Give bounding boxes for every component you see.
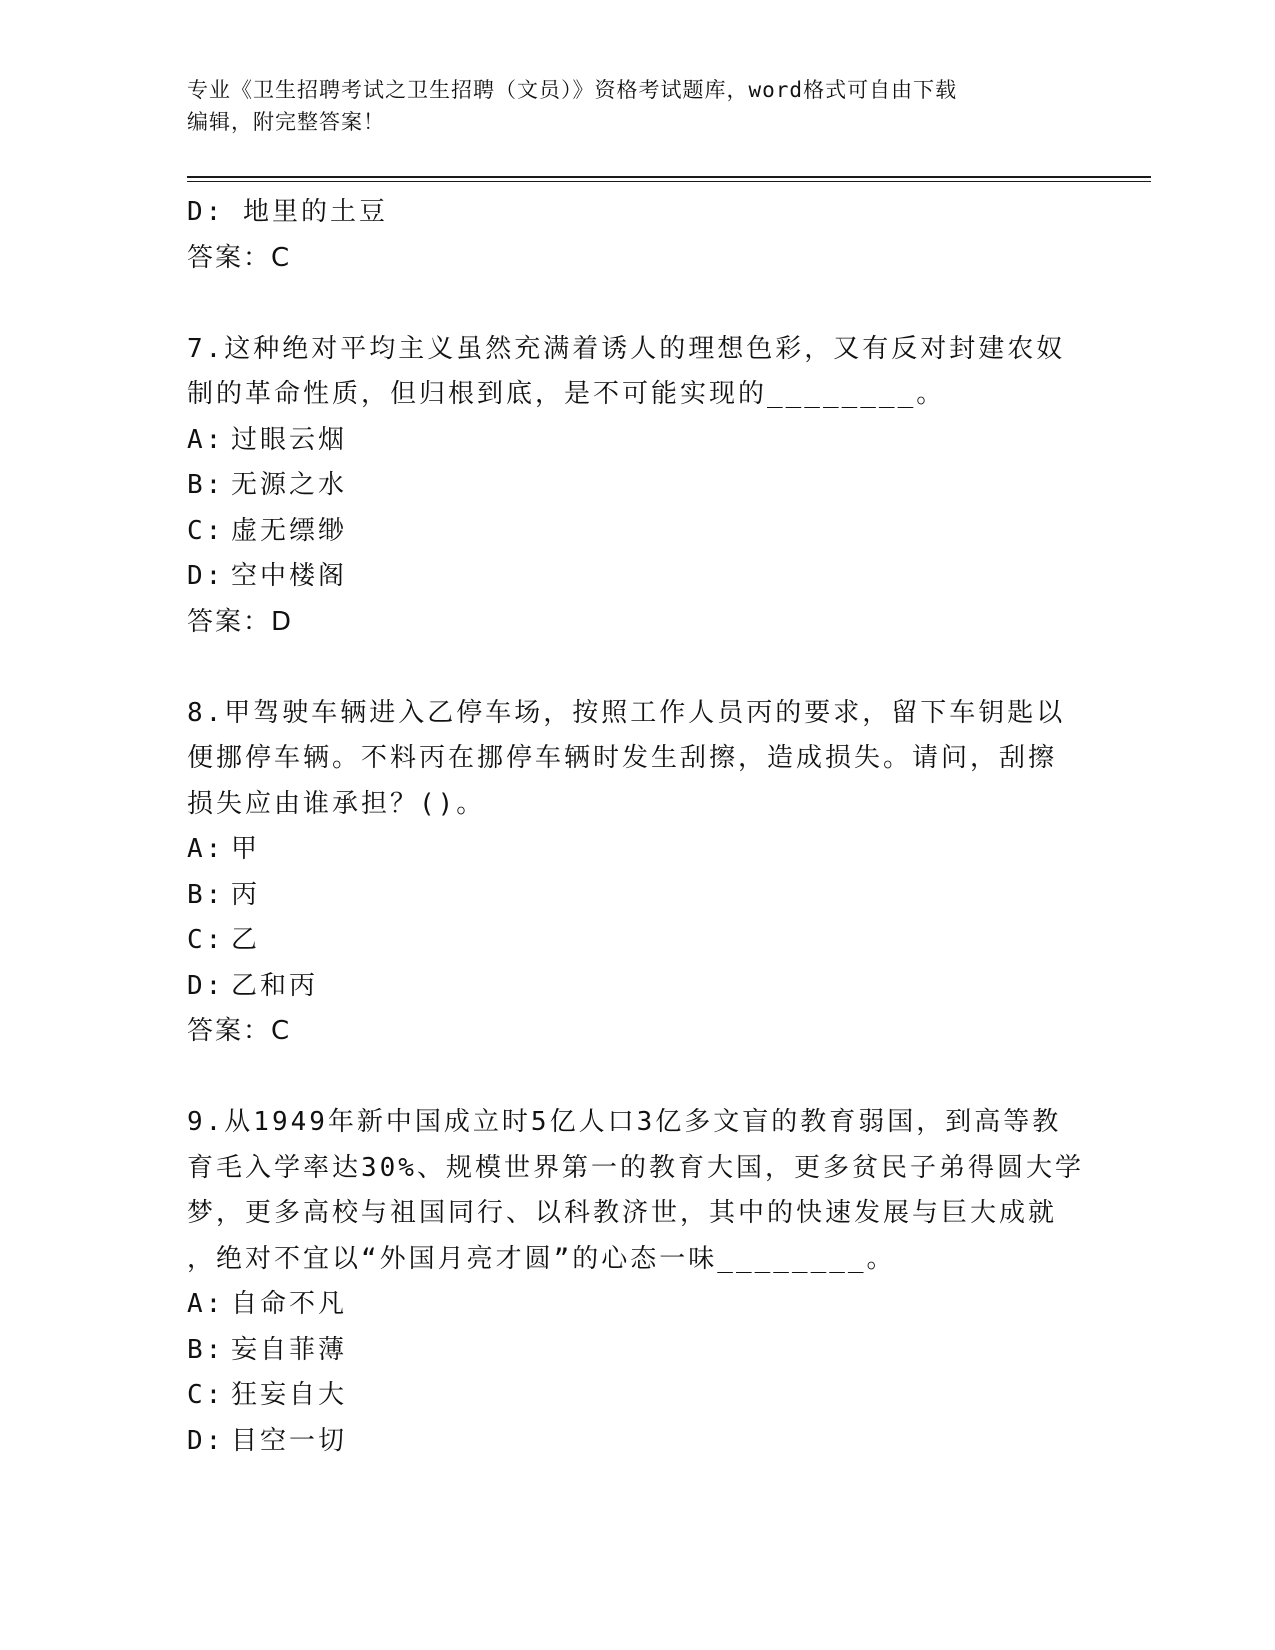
option-text: 甲 xyxy=(231,834,261,864)
question-7-option-c xyxy=(187,509,1087,555)
question-7-option-d xyxy=(187,554,1087,600)
question-9-stem-line-3: 梦，更多高校与祖国同行、以科教济世，其中的快速发展与巨大成就 xyxy=(187,1198,1058,1228)
question-8-answer: 答案：C xyxy=(187,1016,292,1046)
question-7-option-a xyxy=(187,418,1087,464)
prev-option-d: D: 地里的土豆 xyxy=(187,197,388,227)
document-header xyxy=(187,74,1067,138)
question-9-option-b xyxy=(187,1328,1087,1374)
option-text: 狂妄自大 xyxy=(231,1380,348,1410)
question-7-stem-line-2: 制的革命性质，但归根到底，是不可能实现的________。 xyxy=(187,379,946,409)
option-letter: C: xyxy=(187,1380,225,1410)
question-content xyxy=(187,190,1087,1464)
header-line-2: 编辑，附完整答案！ xyxy=(187,110,385,134)
question-8-stem-line-1: 8.甲驾驶车辆进入乙停车场，按照工作人员丙的要求，留下车钥匙以 xyxy=(187,697,1066,728)
spacer xyxy=(187,281,1087,327)
question-9-option-d xyxy=(187,1419,1087,1465)
question-9 xyxy=(187,1100,1087,1464)
option-text: 乙 xyxy=(231,925,261,955)
question-9-option-c xyxy=(187,1373,1087,1419)
option-text: 自命不凡 xyxy=(231,1289,348,1319)
option-letter: B: xyxy=(187,1334,225,1365)
question-9-option-a xyxy=(187,1282,1087,1328)
option-text: 妄自菲薄 xyxy=(231,1334,348,1365)
option-letter: A: xyxy=(187,424,225,455)
question-7-stem-line-1: 7.这种绝对平均主义虽然充满着诱人的理想色彩，又有反对封建农奴 xyxy=(187,333,1066,364)
option-letter: D: xyxy=(187,1425,225,1456)
question-9-stem-line-1: 9.从1949年新中国成立时5亿人口3亿多文盲的教育弱国，到高等教 xyxy=(187,1107,1062,1137)
option-text: 乙和丙 xyxy=(231,970,319,1001)
option-letter: A: xyxy=(187,1289,225,1319)
header-rule-thick xyxy=(187,176,1151,178)
question-8-option-b xyxy=(187,873,1087,919)
question-9-stem-line-4: ，绝对不宜以“外国月亮才圆”的心态一味________。 xyxy=(187,1243,896,1274)
option-letter: D: xyxy=(187,970,225,1001)
prev-answer: 答案：C xyxy=(187,242,292,273)
question-8-option-a xyxy=(187,827,1087,873)
option-letter: D: xyxy=(187,561,225,591)
question-8-stem-line-2: 便挪停车辆。不料丙在挪停车辆时发生刮擦，造成损失。请问，刮擦 xyxy=(187,743,1058,773)
header-rule-thin xyxy=(187,181,1151,182)
option-text: 空中楼阁 xyxy=(231,561,348,591)
option-text: 无源之水 xyxy=(231,470,348,500)
question-8-option-d xyxy=(187,964,1087,1010)
question-7 xyxy=(187,327,1087,646)
question-8-option-c xyxy=(187,918,1087,964)
spacer xyxy=(187,1055,1087,1101)
option-text: 虚无缥缈 xyxy=(231,515,348,546)
header-line-1: 专业《卫生招聘考试之卫生招聘（文员）》资格考试题库，word格式可自由下载 xyxy=(187,78,958,102)
option-letter: B: xyxy=(187,879,225,910)
question-7-option-b xyxy=(187,463,1087,509)
option-letter: C: xyxy=(187,925,225,955)
question-8 xyxy=(187,691,1087,1055)
question-9-stem-line-2: 育毛入学率达30%、规模世界第一的教育大国，更多贫民子弟得圆大学 xyxy=(187,1152,1084,1183)
option-letter: C: xyxy=(187,515,225,546)
option-letter: B: xyxy=(187,470,225,500)
spacer xyxy=(187,645,1087,691)
question-8-stem-line-3: 损失应由谁承担？()。 xyxy=(187,788,486,819)
option-text: 丙 xyxy=(231,879,261,910)
option-text: 目空一切 xyxy=(231,1425,348,1456)
option-letter: A: xyxy=(187,834,225,864)
question-7-answer: 答案：D xyxy=(187,606,294,637)
option-text: 过眼云烟 xyxy=(231,424,348,455)
